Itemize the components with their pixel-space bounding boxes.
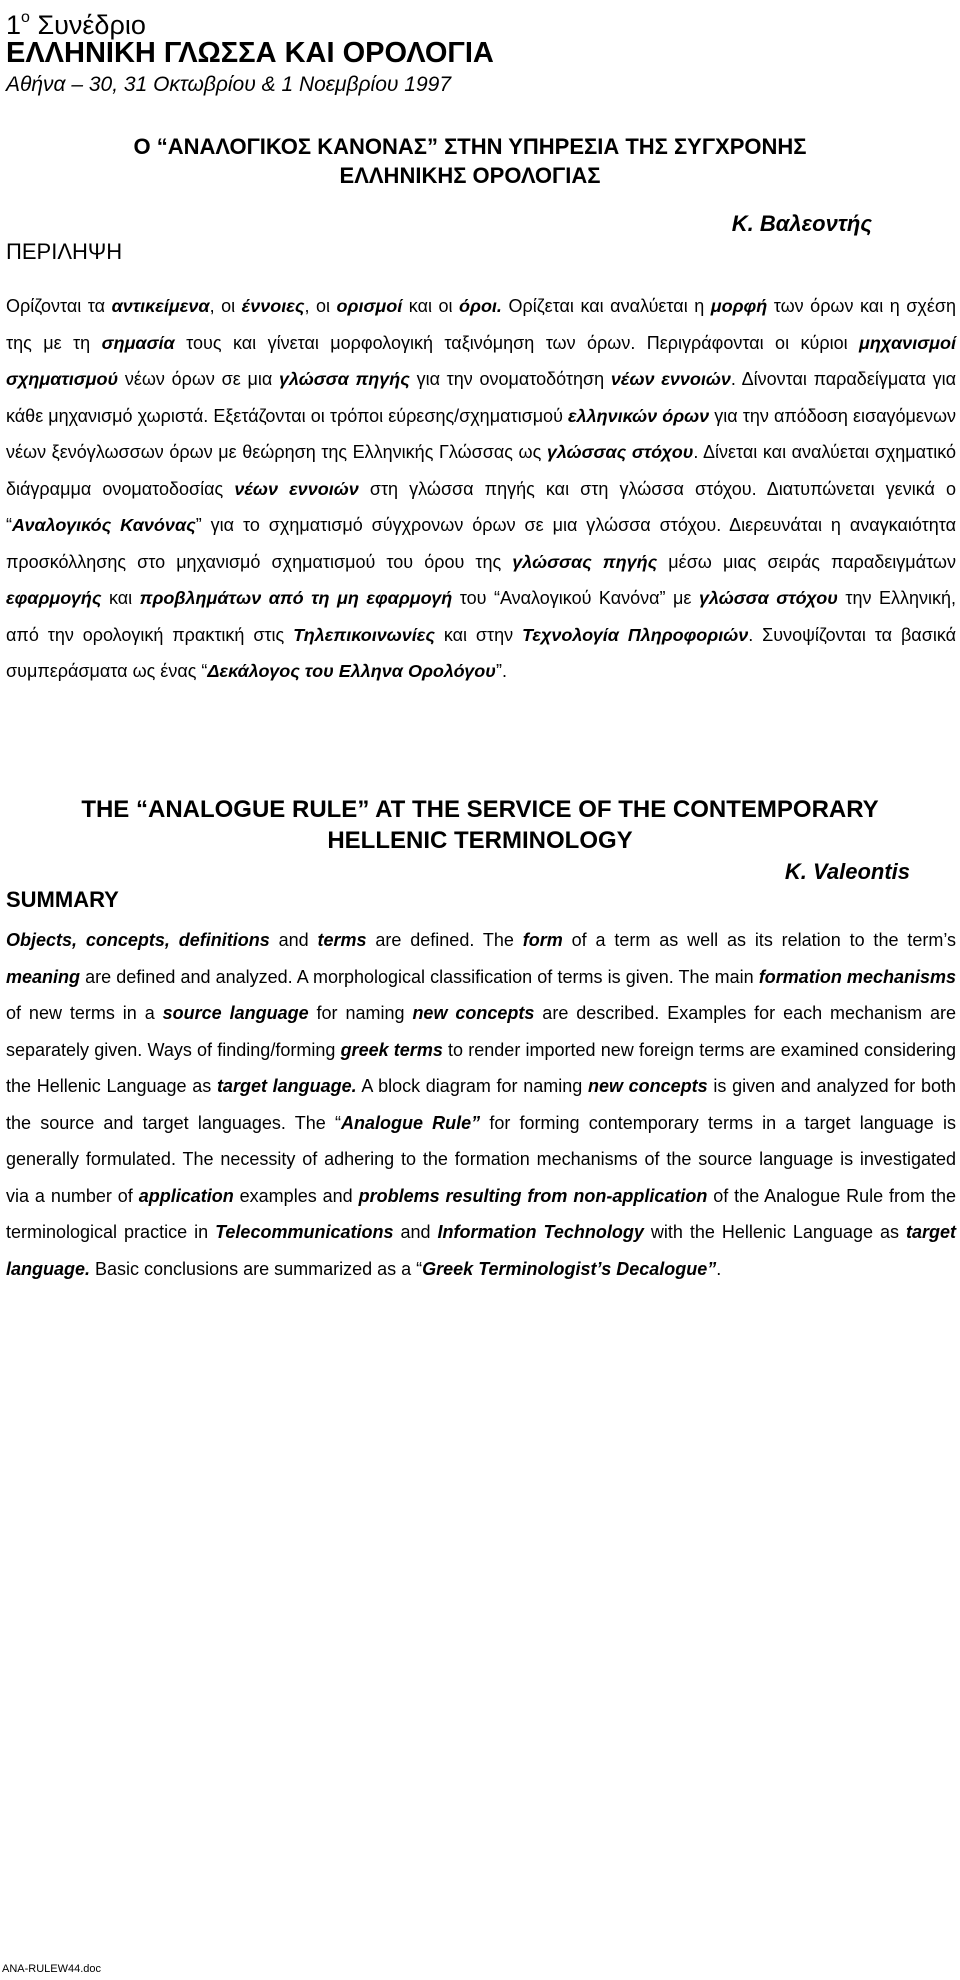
emphasized-term: έννοιες <box>241 296 305 316</box>
abstract-text: of the Analogue Rule from the terminological practice in <box>6 1185 956 1242</box>
abstract-text: για την απόδοση εισαγόμενων νέων ξενόγλωσσων όρων με θεώρηση της Ελληνικής Γλώσσας ως <box>6 405 957 462</box>
abstract-text: και <box>101 588 140 608</box>
emphasized-term: εφαρμογής <box>6 588 102 608</box>
abstract-text: . <box>716 1258 722 1279</box>
emphasized-term: source language <box>162 1003 309 1023</box>
abstract-text: of new terms in a <box>6 1003 163 1023</box>
emphasized-term: form <box>522 930 563 950</box>
greek-author: Κ. Βαλεοντής <box>731 211 872 236</box>
english-author: K. Valeontis <box>784 859 910 884</box>
emphasized-term: γλώσσας στόχου <box>546 442 694 462</box>
emphasized-term: νέων εννοιών <box>234 478 359 499</box>
emphasized-term: greek terms <box>340 1039 443 1060</box>
emphasized-term: terms <box>317 930 367 950</box>
abstract-text: στη γλώσσα πηγής και στη γλώσσα στόχου. Διατυπώνεται γενικά ο “ <box>6 478 956 535</box>
abstract-text: to render imported new foreign terms are examined considering the Hellenic Language as <box>6 1039 957 1096</box>
emphasized-term: Greek Terminologist’s Decalogue” <box>422 1258 717 1279</box>
abstract-text: are defined and analyzed. A morphological classification of terms is given. The main <box>80 966 759 987</box>
emphasized-term: Analogue Rule” <box>340 1112 481 1133</box>
abstract-text: are described. Examples for each mechanism are separately given. Ways of finding/forming <box>6 1003 957 1060</box>
emphasized-term: γλώσσα στόχου <box>698 588 838 608</box>
conference-place-date: Αθήνα – 30, 31 Οκτωβρίου & 1 Νοεμβρίου 1997 <box>6 73 451 96</box>
emphasized-term: Objects, concepts, definitions <box>6 930 270 950</box>
english-title-line-2: HELLENIC TERMINOLOGY <box>327 827 633 854</box>
abstract-text: τους και γίνεται μορφολογική ταξινόμηση των όρων. Περιγράφονται οι κύριοι <box>174 332 860 353</box>
emphasized-term: Αναλογικός Κανόνας <box>12 515 196 535</box>
emphasized-term: ορισμοί <box>336 296 403 316</box>
abstract-text: και στην <box>434 624 522 645</box>
abstract-text: ” για το σχηματισμό σύγχρονων όρων σε μια γλώσσα στόχου. Διερευνάται η αναγκαιότητα προσκόλλησης στο μηχανισμό σχηματισμού του όρου της <box>6 515 957 572</box>
abstract-text: για την ονοματοδότηση <box>409 369 611 389</box>
conference-word: Συνέδριο <box>29 10 146 40</box>
conference-title: ΕΛΛΗΝΙΚΗ ΓΛΩΣΣΑ ΚΑΙ ΟΡΟΛΟΓΙΑ <box>6 37 494 69</box>
emphasized-term: meaning <box>6 966 81 987</box>
abstract-text: του “Αναλογικού Κανόνα” με <box>452 588 699 608</box>
abstract-text: μέσω μιας σειράς παραδειγμάτων <box>657 551 956 572</box>
abstract-text: examples and <box>233 1185 359 1206</box>
emphasized-term: προβλημάτων από τη μη εφαρμογή <box>139 588 453 608</box>
abstract-text: Ορίζονται τα <box>6 296 112 316</box>
abstract-text: A block diagram for naming <box>356 1076 588 1096</box>
abstract-text: for naming <box>308 1003 413 1023</box>
abstract-text: ”. <box>495 661 507 681</box>
abstract-text: . Συνοψίζονται τα βασικά συμπεράσματα ως ένας “ <box>6 624 957 681</box>
conference-ordinal-superscript: ο <box>21 9 30 26</box>
abstract-text: is given and analyzed for both the source and target languages. The “ <box>6 1076 957 1133</box>
footer-filename: ANA-RULEW44.doc <box>2 1963 102 1975</box>
greek-abstract-heading: ΠΕΡΙΛΗΨΗ <box>6 239 123 264</box>
emphasized-term: μηχανισμοί σχηματισμού <box>6 332 956 389</box>
greek-title-line-1: Ο “ΑΝΑΛΟΓΙΚΟΣ ΚΑΝΟΝΑΣ” ΣΤΗΝ ΥΠΗΡΕΣΙΑ ΤΗΣ ΣΥΓΧΡΟΝΗΣ <box>133 134 807 159</box>
greek-paper-title <box>20 132 920 190</box>
emphasized-term: Telecommunications <box>215 1222 394 1242</box>
abstract-text: των όρων και η σχέση της με τη <box>6 296 956 353</box>
emphasized-term: target language. <box>6 1222 956 1279</box>
emphasized-term: όροι. <box>459 296 502 316</box>
emphasized-term: Information Technology <box>437 1222 644 1242</box>
emphasized-term: Τηλεπικοινωνίες <box>293 624 435 645</box>
abstract-text: . Δίνονται παραδείγματα για κάθε μηχανισμό χωριστά. Εξετάζονται οι τρόποι εύρεσης/σχηματισμού <box>6 369 956 426</box>
emphasized-term: target language. <box>216 1076 357 1096</box>
english-title-line-1: THE “ANALOGUE RULE” AT THE SERVICE OF THE CONTEMPORARY <box>81 796 879 823</box>
greek-title-line-2: ΕΛΛΗΝΙΚΗΣ ΟΡΟΛΟΓΙΑΣ <box>339 163 601 188</box>
english-summary-heading: SUMMARY <box>6 887 119 912</box>
abstract-text: for forming contemporary terms in a target language is generally formulated. The necessity of adhering to the formation mechanisms of the source language is investigated via a number of <box>6 1112 956 1206</box>
emphasized-term: αντικείμενα <box>111 296 210 316</box>
abstract-text: , οι <box>304 296 337 316</box>
emphasized-term: problems resulting from non-application <box>358 1185 708 1206</box>
emphasized-term: ελληνικών όρων <box>568 405 710 426</box>
abstract-text: νέων όρων σε μια <box>118 369 279 389</box>
emphasized-term: σημασία <box>101 332 175 353</box>
abstract-text: Basic conclusions are summarized as a “ <box>90 1258 423 1279</box>
english-paper-title <box>20 794 940 856</box>
abstract-text: with the Hellenic Language as <box>643 1222 906 1242</box>
emphasized-term: μορφή <box>710 296 768 316</box>
emphasized-term: νέων εννοιών <box>610 369 731 389</box>
emphasized-term: Δεκάλογος του Ελληνα Ορολόγου <box>207 661 496 681</box>
english-summary <box>6 922 956 1287</box>
abstract-text: Ορίζεται και αναλύεται η <box>501 296 711 316</box>
abstract-text: and <box>269 930 318 950</box>
conference-ordinal: 1 <box>6 10 22 40</box>
abstract-text: την Ελληνική, από την ορολογική πρακτική στις <box>6 588 957 645</box>
abstract-text: και οι <box>402 296 460 316</box>
emphasized-term: γλώσσας πηγής <box>512 551 658 572</box>
emphasized-term: γλώσσα πηγής <box>278 369 410 389</box>
emphasized-term: formation mechanisms <box>758 966 956 987</box>
abstract-text: , οι <box>209 296 242 316</box>
emphasized-term: Τεχνολογία Πληροφοριών <box>522 624 749 645</box>
abstract-text: and <box>393 1222 438 1242</box>
greek-abstract <box>6 288 956 690</box>
emphasized-term: new concepts <box>412 1003 535 1023</box>
abstract-text: of a term as well as its relation to the term’s <box>562 930 956 950</box>
abstract-text: . Δίνεται και αναλύεται σχηματικό διάγραμμα ονοματοδοσίας <box>6 442 956 499</box>
emphasized-term: new concepts <box>587 1076 708 1096</box>
emphasized-term: application <box>138 1185 234 1206</box>
abstract-text: are defined. The <box>366 930 523 950</box>
